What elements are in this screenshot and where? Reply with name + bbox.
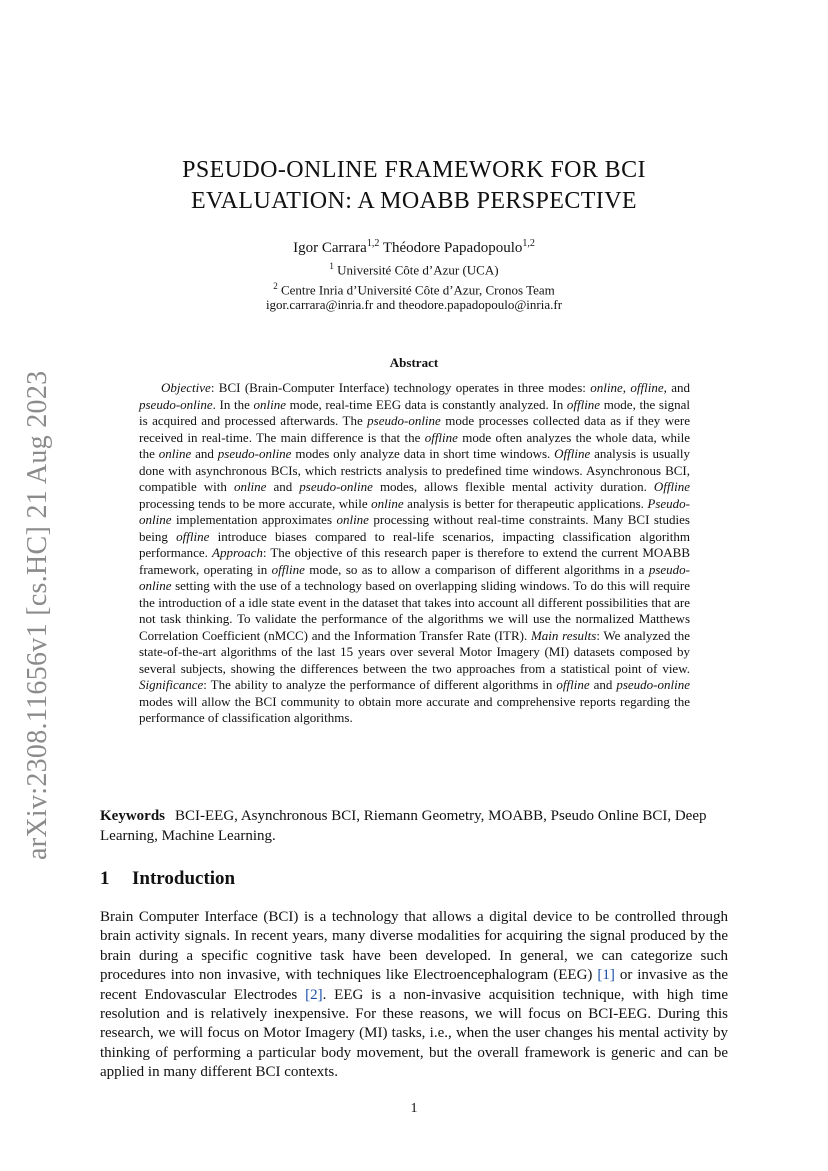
approach-label: Approach xyxy=(212,545,263,560)
citation-link[interactable]: [2] xyxy=(305,986,323,1003)
section-heading-introduction xyxy=(100,868,728,890)
title-line-2: EVALUATION: A MOABB PERSPECTIVE xyxy=(190,188,637,214)
author-list xyxy=(100,234,728,258)
abstract-paragraph: Objective: BCI (Brain-Computer Interface) technology operates in three modes: online, offline, and pseudo-online. In the online mode, real-time EEG data is constantly analyzed. In offline mode, the signal is acquired and processed afterwards. The pseudo-online mode processes collected data as if they were received in real-time. The main difference is that the offline mode often analyzes the whole data, while the online and pseudo-online modes only analyze data in short time windows. Offline analysis is usually done with asynchronous BCIs, which restricts analysis to predefined time windows. Asynchronous BCI, compatible with online and pseudo-online modes, allows flexible mental activity duration. Offline processing tends to be more accurate, while online analysis is better for therapeutic applications. Pseudo-online implementation approximates online processing without real-time constraints. Many BCI studies being offline introduce biases compared to real-life scenarios, impacting classification algorithm performance. Approach: The objective of this research paper is therefore to extend the current MOABB framework, operating in offline mode, so as to allow a comparison of different algorithms in a pseudo-online setting with the use of a technology based on overlapping sliding windows. To do this will require the introduction of a idle state event in the dataset that takes into account all different possibilities that are not task thinking. To validate the performance of the algorithms we will use the normalized Matthews Correlation Coefficient (nMCC) and the Information Transfer Rate (ITR). Main results: We analyzed the state-of-the-art algorithms of the last 15 years over several Motor Imagery (MI) datasets composed by several subjects, showing the differences between the two approaches from a statistical point of view. Significance: The ability to analyze the performance of different algorithms in offline and pseudo-online modes will allow the BCI community to obtain more accurate and comprehensive reports regarding the performance of classification algorithms. xyxy=(139,380,691,725)
citation-link[interactable]: [1] xyxy=(597,967,615,984)
affiliation-text: Centre Inria d’Université Côte d’Azur, Cronos Team xyxy=(280,282,555,298)
introduction-paragraph: Brain Computer Interface (BCI) is a technology that allows a digital device to be controlled through brain activity signals. In recent years, many diverse modalities for acquiring the signal produced by the brain during a specific cognitive task have been developed. In general, we can categorize such procedures into non invasive, with techniques like Electroencephalogram (EEG) [1] or invasive as the recent Endovascular Electrodes [2]. EEG is a non-invasive acquisition technique, with high time resolution and is relatively inexpensive. For these reasons, we will focus on BCI-EEG. During this research, we will focus on Motor Imagery (MI) tasks, i.e., when the user changes his mental activity by thinking of performing a particular body movement, but the overall framework is generic and can be applied in many different BCI contexts. xyxy=(100,909,728,1081)
page-number: 1 xyxy=(410,1101,418,1116)
title-line-1: PSEUDO-ONLINE FRAMEWORK FOR BCI xyxy=(182,157,646,183)
affiliation-mark: 1 xyxy=(329,261,334,271)
affiliation-1 xyxy=(100,257,728,279)
main-results-label: Main results xyxy=(530,627,597,643)
author-name: Théodore Papadopoulo xyxy=(382,240,523,256)
abstract-body xyxy=(139,380,690,727)
section-title: Introduction xyxy=(132,868,236,889)
objective-label: Objective xyxy=(161,380,211,395)
keywords xyxy=(100,806,728,846)
significance-label: Significance xyxy=(139,677,204,692)
author-emails[interactable]: igor.carrara@inria.fr and theodore.papadopoulo@inria.fr xyxy=(265,297,563,312)
paper-title xyxy=(100,155,728,217)
keywords-label: Keywords xyxy=(100,808,165,824)
arxiv-side-label[interactable]: arXiv:2308.11656v1 [cs.HC] 21 Aug 2023 xyxy=(22,370,53,860)
author-name: Igor Carrara xyxy=(293,240,367,256)
author-affiliation-mark: 1,2 xyxy=(522,238,535,249)
author-affiliation-mark: 1,2 xyxy=(366,238,380,249)
affiliation-text: Université Côte d’Azur (UCA) xyxy=(337,262,499,278)
keywords-text: BCI-EEG, Asynchronous BCI, Riemann Geometry, MOABB, Pseudo Online BCI, Deep Learning, Machine Learning. xyxy=(100,808,707,844)
section-number: 1 xyxy=(100,868,110,889)
abstract-heading: Abstract xyxy=(389,355,439,370)
affiliation-mark: 2 xyxy=(273,281,278,291)
